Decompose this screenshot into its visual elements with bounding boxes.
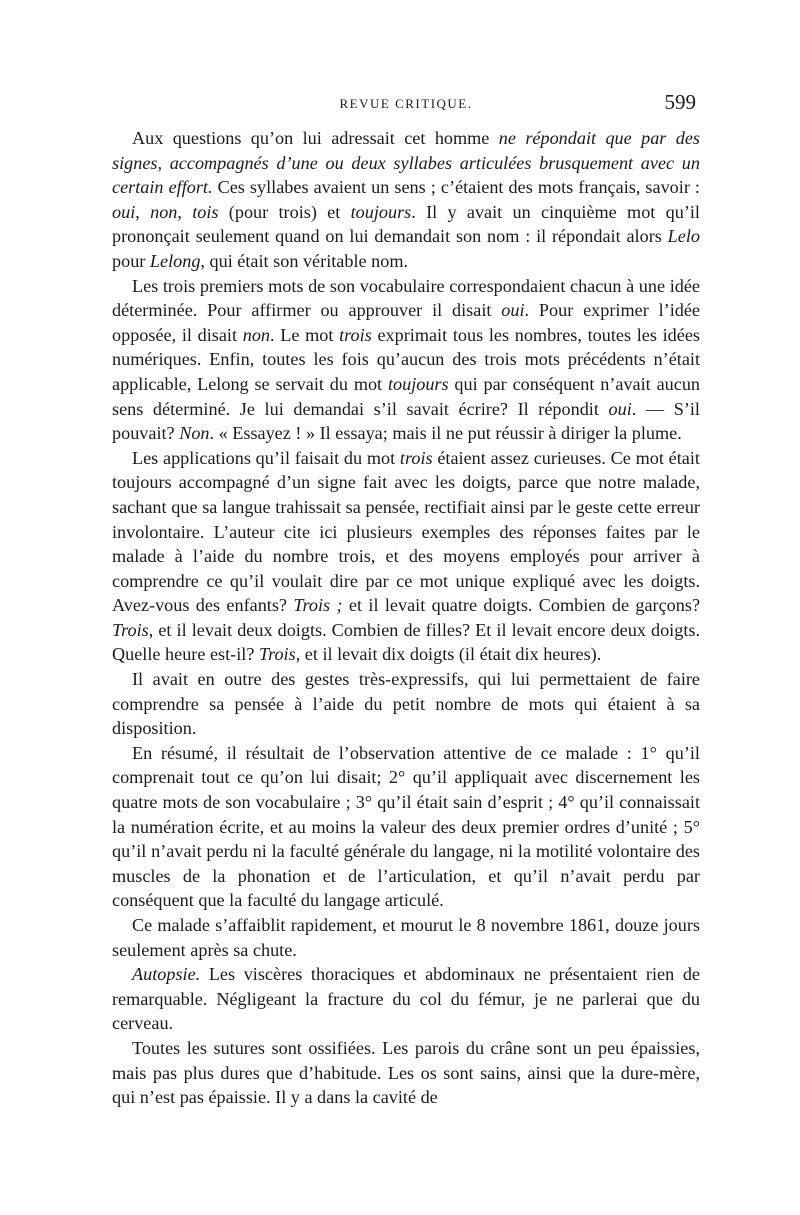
- italic-text: Non: [179, 423, 210, 444]
- running-title: REVUE CRITIQUE.: [339, 96, 473, 111]
- text-run: , et il levait deux doigts. Combien de filles? Et il levait encore deux doigts. Quelle heure est-il?: [112, 619, 700, 665]
- text-run: Les applications qu’il faisait du mot: [132, 447, 400, 468]
- italic-text: trois: [339, 324, 372, 345]
- text-run: . « Essayez ! » Il essaya; mais il ne put réussir à diriger la plume.: [209, 423, 682, 444]
- paragraph: [112, 126, 700, 274]
- paragraph: [112, 913, 700, 962]
- italic-text: toujours: [350, 201, 412, 222]
- text-run: Les viscères thoraciques et abdominaux ne présentaient rien de remarquable. Négligeant la fracture du col du fémur, je ne parlerai que du cerveau.: [112, 964, 700, 1034]
- text-run: (pour trois) et: [218, 201, 351, 222]
- text-run: et il levait quatre doigts. Combien de garçons?: [342, 595, 701, 616]
- italic-text: Trois: [112, 619, 149, 640]
- text-run: . Pour exprimer l’idée opposée, il disait: [112, 300, 700, 345]
- text-run: ,: [177, 201, 193, 222]
- italic-text: Lelong: [149, 250, 201, 271]
- italic-text: Trois ;: [293, 595, 343, 616]
- body-text: [112, 126, 700, 1110]
- text-run: qui par conséquent n’avait aucun sens déterminé. Je lui demandai s’il savait écrire? Il répondit: [112, 373, 701, 419]
- text-run: exprimait tous les nombres, toutes les idées numériques. Enfin, toutes les fois qu’aucun des trois mots précédents n’était applicable, Lelong se servait du mot: [112, 324, 701, 394]
- text-run: ,: [135, 201, 151, 222]
- italic-text: oui: [112, 201, 136, 222]
- text-run: Ce malade s’affaiblit rapidement, et mourut le 8 novembre 1861, douze jours seulement après sa chute.: [112, 915, 700, 960]
- italic-text: trois: [399, 447, 433, 468]
- text-run: . Il y avait un cinquième mot qu’il prononçait seulement quand on lui demandait son nom : il répondait alors: [112, 201, 700, 247]
- paragraph: [112, 446, 700, 667]
- text-run: . — S’il pouvait?: [112, 398, 700, 444]
- paragraph: [112, 274, 700, 446]
- text-run: . Le mot: [270, 324, 340, 345]
- italic-text: oui: [608, 398, 632, 419]
- italic-text: toujours: [387, 373, 449, 394]
- paragraph: [112, 1036, 700, 1110]
- text-run: , qui était son véritable nom.: [200, 250, 409, 271]
- paragraph: [112, 667, 700, 741]
- text-run: Les trois premiers mots de son vocabulaire correspondaient chacun à une idée déterminée. Pour affirmer ou approuver il disait: [112, 275, 700, 321]
- italic-text: Lelo: [667, 226, 700, 247]
- italic-text: oui: [501, 300, 525, 321]
- text-run: Toutes les sutures sont ossifiées. Les parois du crâne sont un peu épaissies, mais pas plus dures que d’habitude. Les os sont sains, ainsi que la dure-mère, qui n’est pas épaissie. Il y a dans la cavité de: [112, 1037, 700, 1108]
- italic-text: non: [242, 324, 270, 345]
- paragraph: [112, 741, 700, 913]
- text-run: étaient assez curieuses. Ce mot était toujours accompagné d’un signe fait avec les doigts, parce que notre malade, sachant que sa langue trahissait sa pensée, rectifiait ainsi par le geste cette erreur involontaire. L’auteur cite ici plusieurs exemples des réponses faites par le malade à l’aide du nombre trois, et des moyens employés pour arriver à comprendre ce qu’il voulait dire par ce mot unique expliqué avec les doigts. Avez-vous des enfants?: [112, 447, 700, 616]
- text-run: pour: [112, 250, 150, 271]
- page-number: 599: [664, 90, 696, 114]
- italic-text: tois: [192, 201, 219, 222]
- paragraph: [112, 962, 700, 1036]
- text-run: Il avait en outre des gestes très-expressifs, qui lui permettaient de faire comprendre sa pensée à l’aide du petit nombre de mots qui étaient à sa disposition.: [112, 669, 700, 739]
- page-header: [112, 90, 700, 124]
- text-run: Aux questions qu’on lui adressait cet homme: [132, 128, 499, 148]
- text-run: Ces syllabes avaient un sens ; c’étaient des mots français, savoir :: [212, 177, 700, 198]
- text-run: , et il levait dix doigts (il était dix heures).: [295, 644, 602, 665]
- italic-text: Autopsie.: [132, 964, 201, 985]
- text-run: En résumé, il résultait de l’observation attentive de ce malade : 1° qu’il comprenait tout ce qu’on lui disait; 2° qu’il appliquait avec discernement les quatre mots de son vocabulaire ; 3° qu’il était sain d’esprit ; 4° qu’il connaissait la numération écrite, et au moins la valeur des deux premier ordres d’unité ; 5° qu’il n’avait perdu ni la faculté générale du langage, ni la motilité volontaire des muscles de la phonation et de l’articulation, et qu’il n’avait perdu par conséquent que la faculté du langage articulé.: [112, 742, 700, 911]
- italic-text: Trois: [258, 644, 296, 665]
- italic-text: ne répondait que par des signes, accompagnés d’une ou deux syllabes articulées brusquement avec un certain effort.: [112, 128, 700, 198]
- italic-text: non: [150, 201, 178, 222]
